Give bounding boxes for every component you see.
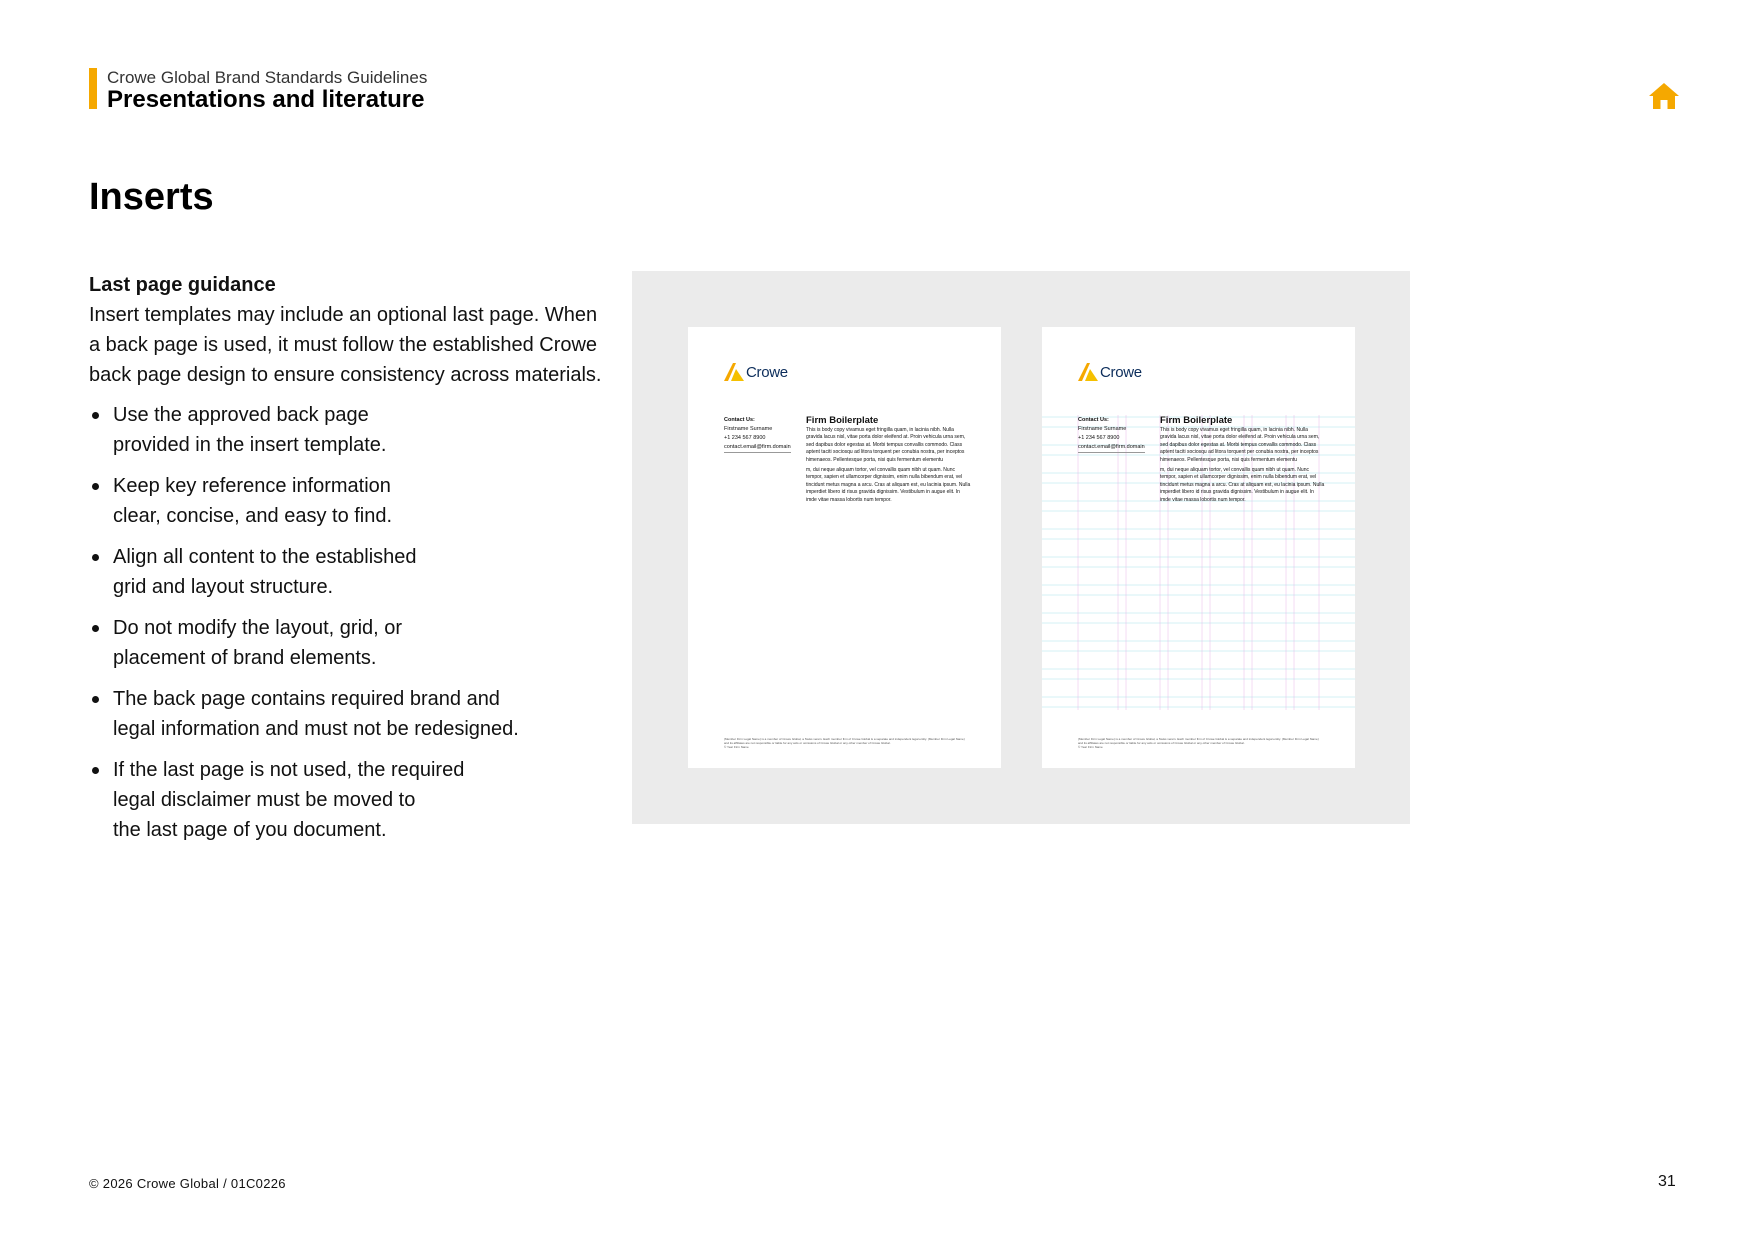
boilerplate-title: Firm Boilerplate [1160, 415, 1233, 426]
contact-phone: +1 234 567 8900 [1078, 435, 1120, 441]
page-title: Inserts [89, 176, 214, 218]
guidance-list [89, 400, 609, 845]
crowe-logo-mark-icon [724, 363, 744, 381]
guidance-section [89, 270, 609, 856]
list-item: Align all content to the established grid and layout structure. [89, 542, 609, 602]
boilerplate-paragraph: This is body copy vivamus eget fringilla quam, in lacinia nibh. Nulla gravida lacus nisl, vitae porta dolor eleifend at. Proin vehicula urna sem, sed dapibus dolor egestas at. Morbi tempus convallis commodo. Class aptent taciti sociosqu ad litora torquent per conubia nostra, per inceptos himenaeos. Pellentesque porta, nisi quis fermentum elementu [806, 427, 966, 463]
crowe-logo-text: Crowe [746, 363, 788, 381]
document-title: Crowe Global Brand Standards Guidelines [107, 68, 428, 87]
contact-email: contact.email@firm.domain [1078, 443, 1145, 453]
boilerplate-title: Firm Boilerplate [806, 415, 879, 426]
page-number: 31 [1658, 1173, 1676, 1190]
legal-disclaimer: (Member Firm Legal Name) is a member of Crowe Global, a Swiss verein. Each member firm of Crowe Global is a separate and independent legal entity. (Member Firm Legal Name) and its affiliates are not responsible or liable for any acts or omissions of Crowe Global or any other member of Crowe Global. [1078, 737, 1319, 746]
contact-name: Firstname Surname [724, 426, 773, 432]
header-accent-bar [89, 68, 97, 109]
crowe-logo-mark-icon [1078, 363, 1098, 381]
boilerplate-paragraph: m, dui neque aliquam tortor, vel convallis quam nibh ut quam. Nunc tempor, sapien et ullamcorper dignissim, enim nulla bibendum erat, vel tincidunt metus magna a arcu. Cras at aliquam est, eu lacinia ipsum. Nulla imperdiet libero id risus gravida dignissim. Vestibulum in augue elit. In imde vitae massa lobortis num tempor. [1160, 467, 1325, 503]
contact-block [724, 416, 794, 453]
contact-title: Contact Us: [1078, 417, 1109, 423]
back-page-preview [632, 271, 1410, 824]
list-item: The back page contains required brand and legal information and must not be redesigned. [89, 684, 609, 744]
contact-name: Firstname Surname [1078, 426, 1127, 432]
list-item: Keep key reference information clear, concise, and easy to find. [89, 471, 609, 531]
legal-copyright: © Year Firm Name [1078, 745, 1103, 750]
footer-copyright: © 2026 Crowe Global / 01C0226 [89, 1176, 286, 1191]
section-title: Presentations and literature [107, 86, 425, 113]
legal-footer [1078, 737, 1323, 750]
legal-copyright: © Year Firm Name [724, 745, 749, 750]
contact-phone: +1 234 567 8900 [724, 435, 766, 441]
list-item: If the last page is not used, the required legal disclaimer must be moved to the last page of you document. [89, 755, 609, 845]
guidance-heading: Last page guidance [89, 274, 276, 296]
legal-disclaimer: (Member Firm Legal Name) is a member of Crowe Global, a Swiss verein. Each member firm of Crowe Global is a separate and independent legal entity. (Member Firm Legal Name) and its affiliates are not responsible or liable for any acts or omissions of Crowe Global or any other member of Crowe Global. [724, 737, 965, 746]
back-page-mockup [688, 327, 1001, 768]
crowe-logo [1078, 363, 1142, 381]
contact-title: Contact Us: [724, 417, 755, 423]
contact-block [1078, 416, 1148, 453]
crowe-logo [724, 363, 788, 381]
boilerplate-paragraph: m, dui neque aliquam tortor, vel convallis quam nibh ut quam. Nunc tempor, sapien et ullamcorper dignissim, enim nulla bibendum erat, vel tincidunt metus magna a arcu. Cras at aliquam est, eu lacinia ipsum. Nulla imperdiet libero id risus gravida dignissim. Vestibulum in augue elit. In imde vitae massa lobortis num tempor. [806, 467, 971, 503]
contact-email: contact.email@firm.domain [724, 443, 791, 453]
crowe-logo-text: Crowe [1100, 363, 1142, 381]
boilerplate-block [806, 415, 971, 507]
boilerplate-paragraph: This is body copy vivamus eget fringilla quam, in lacinia nibh. Nulla gravida lacus nisl, vitae porta dolor eleifend at. Proin vehicula urna sem, sed dapibus dolor egestas at. Morbi tempus convallis commodo. Class aptent taciti sociosqu ad litora torquent per conubia nostra, per inceptos himenaeos. Pellentesque porta, nisi quis fermentum elementu [1160, 427, 1320, 463]
list-item: Do not modify the layout, grid, or placement of brand elements. [89, 613, 609, 673]
home-icon[interactable] [1648, 82, 1680, 110]
layout-grid-overlay [1042, 327, 1355, 768]
boilerplate-block [1160, 415, 1325, 507]
back-page-grid-mockup [1042, 327, 1355, 768]
list-item: Use the approved back page provided in the insert template. [89, 400, 609, 460]
legal-footer [724, 737, 969, 750]
guidance-intro: Insert templates may include an optional last page. When a back page is used, it must follow the established Crowe back page design to ensure consistency across materials. [89, 304, 602, 386]
